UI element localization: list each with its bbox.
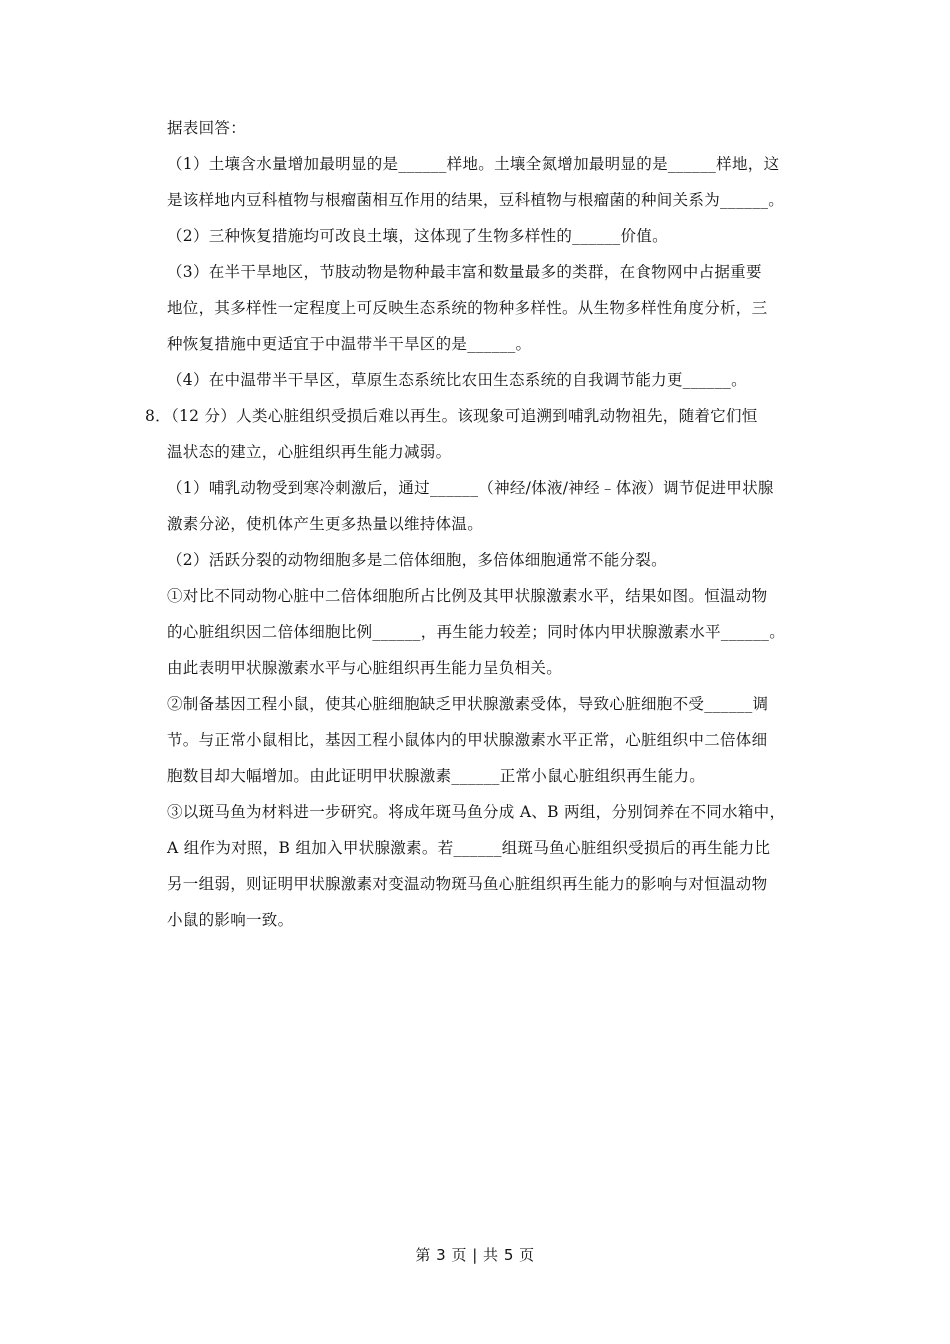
text-line: （2）三种恢复措施均可改良土壤，这体现了生物多样性的______价值。 bbox=[167, 227, 668, 245]
question-8-heading: 8．（12 分）人类心脏组织受损后难以再生。该现象可追溯到哺乳动物祖先，随着它们恒 bbox=[145, 407, 758, 425]
text-line: 胞数目却大幅增加。由此证明甲状腺激素______正常小鼠心脏组织再生能力。 bbox=[167, 767, 706, 785]
text-line: 节。与正常小鼠相比，基因工程小鼠体内的甲状腺激素水平正常，心脏组织中二倍体细 bbox=[167, 731, 768, 749]
text-line: 地位，其多样性一定程度上可反映生态系统的物种多样性。从生物多样性角度分析，三 bbox=[167, 299, 768, 317]
text-line: 激素分泌，使机体产生更多热量以维持体温。 bbox=[167, 515, 484, 533]
text-line: （3）在半干旱地区，节肢动物是物种最丰富和数量最多的类群，在食物网中占据重要 bbox=[167, 263, 762, 281]
text-line: 温状态的建立，心脏组织再生能力减弱。 bbox=[167, 443, 452, 461]
page-footer: 第 3 页 | 共 5 页 bbox=[415, 1246, 535, 1264]
text-line: ③以斑马鱼为材料进一步研究。将成年斑马鱼分成 A、B 两组，分别饲养在不同水箱中， bbox=[167, 803, 786, 821]
text-line: （1）哺乳动物受到寒冷刺激后，通过______（神经/体液/神经﹣体液）调节促进甲状腺 bbox=[167, 479, 774, 497]
text-line: 由此表明甲状腺激素水平与心脏组织再生能力呈负相关。 bbox=[167, 659, 563, 677]
text-line: 小鼠的影响一致。 bbox=[167, 911, 294, 929]
text-line: 是该样地内豆科植物与根瘤菌相互作用的结果，豆科植物与根瘤菌的种间关系为______。 bbox=[167, 191, 785, 209]
text-line: 据表回答： bbox=[167, 119, 247, 137]
text-line: 另一组弱，则证明甲状腺激素对变温动物斑马鱼心脏组织再生能力的影响与对恒温动物 bbox=[167, 875, 768, 893]
text-line: （4）在中温带半干旱区，草原生态系统比农田生态系统的自我调节能力更______。 bbox=[167, 371, 747, 389]
text-line: ①对比不同动物心脏中二倍体细胞所占比例及其甲状腺激素水平，结果如图。恒温动物 bbox=[167, 587, 768, 605]
text-line: （1）土壤含水量增加最明显的是______样地。土壤全氮增加最明显的是______样地，这 bbox=[167, 155, 780, 173]
text-line: 种恢复措施中更适宜于中温带半干旱区的是______。 bbox=[167, 335, 532, 353]
text-line: 的心脏组织因二倍体细胞比例______，再生能力较差；同时体内甲状腺激素水平______。 bbox=[167, 623, 786, 641]
text-line: ②制备基因工程小鼠，使其心脏细胞缺乏甲状腺激素受体，导致心脏细胞不受______调 bbox=[167, 695, 769, 713]
text-line: A 组作为对照，B 组加入甲状腺激素。若______组斑马鱼心脏组织受损后的再生能力比 bbox=[167, 839, 771, 857]
text-line: （2）活跃分裂的动物细胞多是二倍体细胞，多倍体细胞通常不能分裂。 bbox=[167, 551, 667, 569]
